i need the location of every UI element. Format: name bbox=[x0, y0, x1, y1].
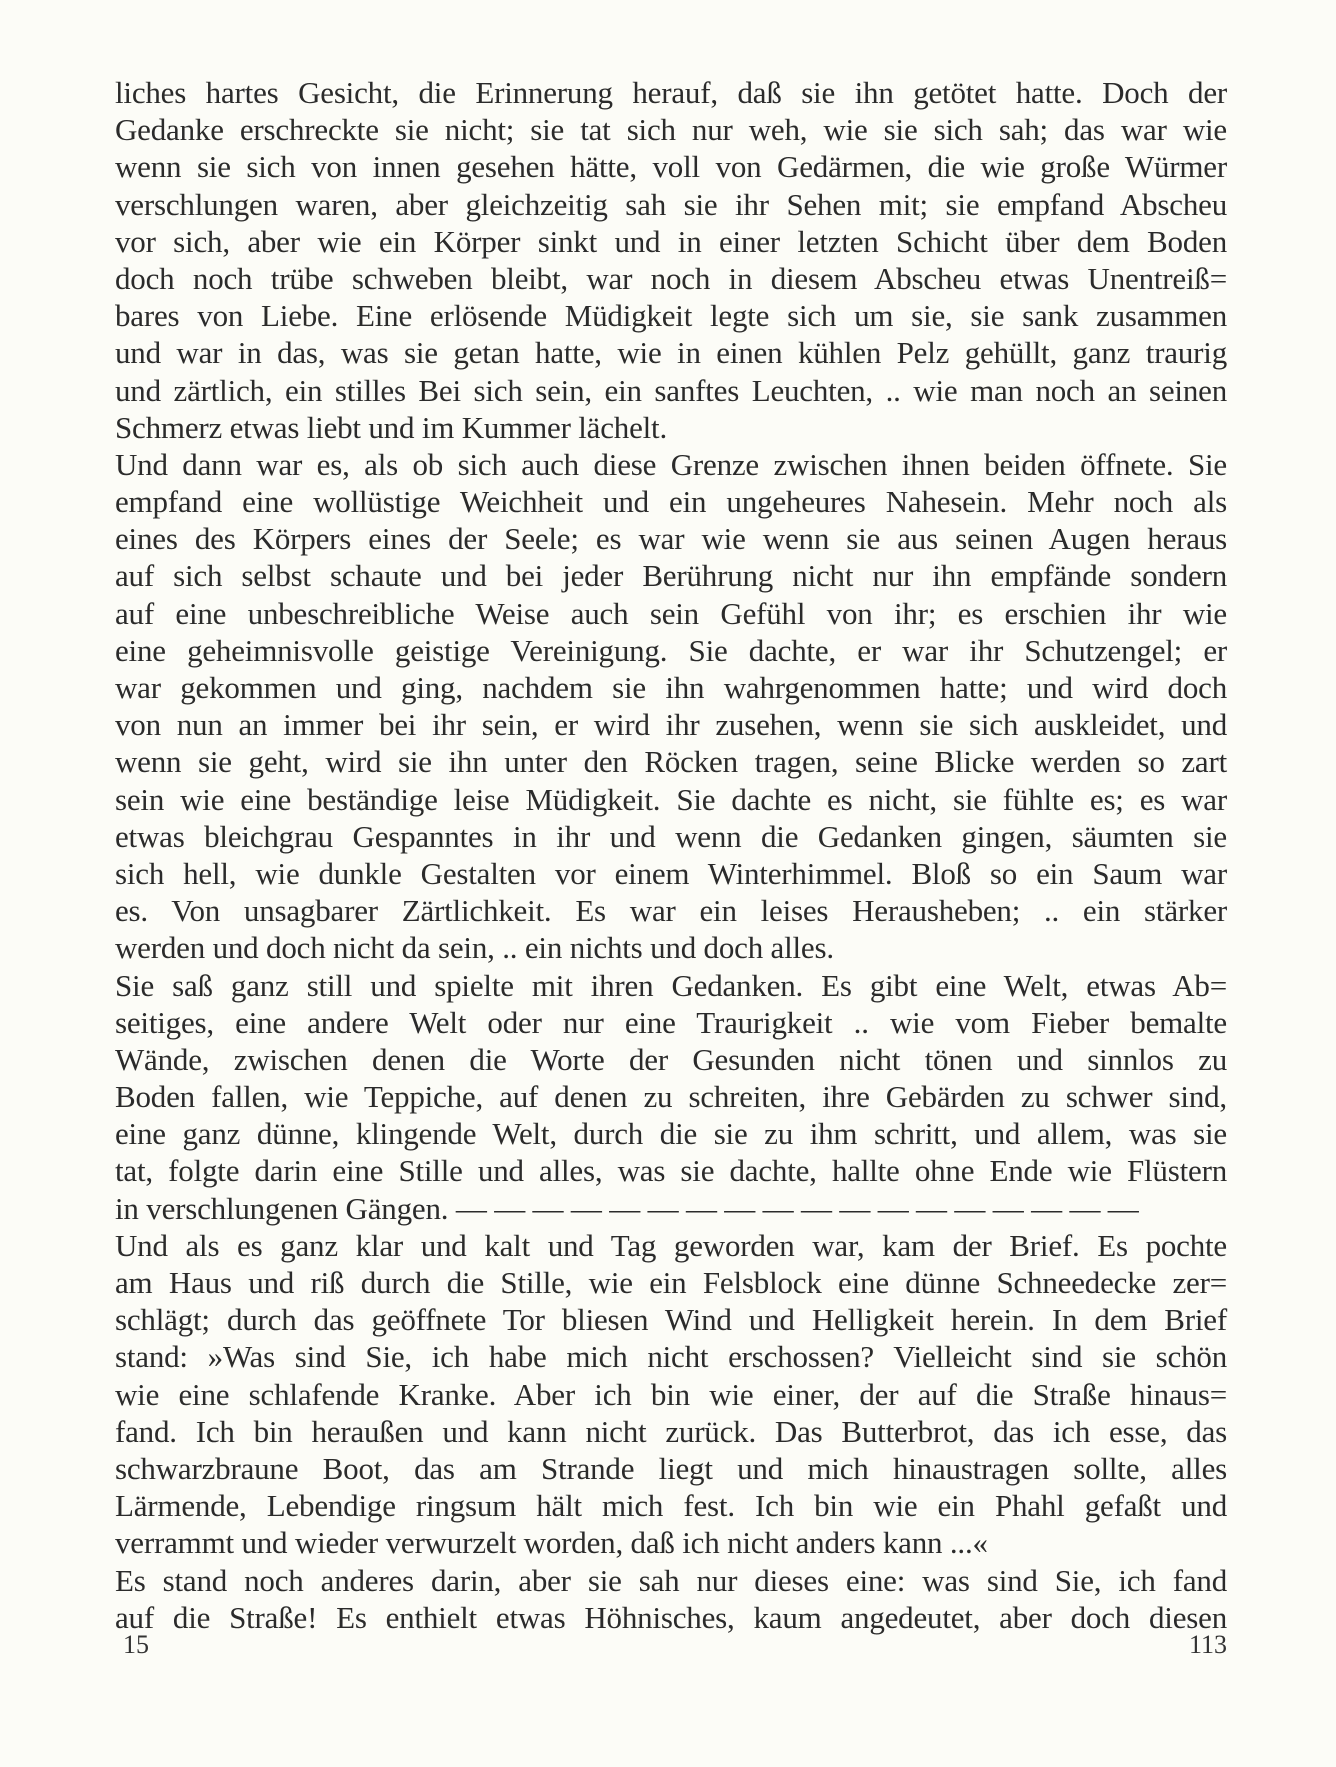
text-line: und zärtlich, ein stilles Bei sich sein, ein sanftes Leuchten, .. wie man noch an seinen bbox=[115, 372, 1227, 408]
paragraph bbox=[115, 967, 1227, 1227]
text-line: Gedanke erschreckte sie nicht; sie tat sich nur weh, wie sie sich sah; das war wie bbox=[115, 112, 1227, 148]
text-line: schwarzbraune Boot, das am Strande liegt und mich hinaustragen sollte, alles bbox=[115, 1450, 1227, 1486]
text-line: stand: »Was sind Sie, ich habe mich nicht erschossen? Vielleicht sind sie schön bbox=[115, 1339, 1227, 1375]
paragraph bbox=[115, 1562, 1227, 1636]
text-line: es. Von unsagbarer Zärtlichkeit. Es war ein leises Herausheben; .. ein stärker bbox=[115, 893, 1227, 929]
paragraph bbox=[115, 74, 1227, 446]
text-line: bares von Liebe. Eine erlösende Müdigkeit legte sich um sie, sie sank zusammen bbox=[115, 298, 1227, 334]
text-line: eine geheimnisvolle geistige Vereinigung. Sie dachte, er war ihr Schutzengel; er bbox=[115, 632, 1227, 668]
text-line: wenn sie geht, wird sie ihn unter den Röcken tragen, seine Blicke werden so zart bbox=[115, 744, 1227, 780]
text-line: Sie saß ganz still und spielte mit ihren Gedanken. Es gibt eine Welt, etwas Ab= bbox=[115, 967, 1227, 1003]
text-line: liches hartes Gesicht, die Erinnerung herauf, daß sie ihn getötet hatte. Doch der bbox=[115, 75, 1227, 110]
text-line: vor sich, aber wie ein Körper sinkt und in einer letzten Schicht über dem Boden bbox=[115, 223, 1227, 259]
text-line: werden und doch nicht da sein, .. ein nichts und doch alles. bbox=[115, 930, 834, 966]
text-line: Schmerz etwas liebt und im Kummer lächelt. bbox=[115, 409, 668, 445]
page-number: 113 bbox=[1188, 1630, 1227, 1659]
text-line: sein wie eine beständige leise Müdigkeit. Sie dachte es nicht, sie fühlte es; es war bbox=[115, 781, 1227, 817]
page-body bbox=[115, 74, 1227, 1636]
text-line: verrammt und wieder verwurzelt worden, daß ich nicht anders kann ...« bbox=[115, 1525, 988, 1561]
signature-mark: 15 bbox=[123, 1630, 149, 1659]
text-line: doch noch trübe schweben bleibt, war noch in diesem Abscheu etwas Unentreiß= bbox=[115, 260, 1227, 296]
text-line: und war in das, was sie getan hatte, wie in einen kühlen Pelz gehüllt, ganz traurig bbox=[115, 335, 1227, 371]
text-line: Und dann war es, als ob sich auch diese Grenze zwischen ihnen beiden öffnete. Sie bbox=[115, 446, 1227, 482]
text-line: empfand eine wollüstige Weichheit und ein ungeheures Nahesein. Mehr noch als bbox=[115, 484, 1227, 520]
text-line: auf eine unbeschreibliche Weise auch sein Gefühl von ihr; es erschien ihr wie bbox=[115, 595, 1227, 631]
text-line: am Haus und riß durch die Stille, wie ein Felsblock eine dünne Schneedecke zer= bbox=[115, 1265, 1227, 1300]
paragraph bbox=[115, 446, 1227, 967]
text-line: tat, folgte darin eine Stille und alles, was sie dachte, hallte ohne Ende wie Flüstern bbox=[115, 1153, 1227, 1189]
text-line: in verschlungenen Gängen. — — — — — — — — — — — — — — — — — — bbox=[115, 1190, 1139, 1226]
text-line: seitiges, eine andere Welt oder nur eine Traurigkeit .. wie vom Fieber bemalte bbox=[115, 1004, 1227, 1040]
text-line: wie eine schlafende Kranke. Aber ich bin wie einer, der auf die Straße hinaus= bbox=[115, 1376, 1227, 1412]
text-line: fand. Ich bin heraußen und kann nicht zurück. Das Butterbrot, das ich esse, das bbox=[115, 1413, 1227, 1449]
text-line: auf sich selbst schaute und bei jeder Berührung nicht nur ihn empfände sondern bbox=[115, 558, 1227, 594]
text-line: Es stand noch anderes darin, aber sie sah nur dieses eine: was sind Sie, ich fand bbox=[115, 1562, 1227, 1598]
text-line: etwas bleichgrau Gespanntes in ihr und wenn die Gedanken gingen, säumten sie bbox=[115, 818, 1227, 854]
text-line: von nun an immer bei ihr sein, er wird ihr zusehen, wenn sie sich auskleidet, und bbox=[115, 707, 1227, 743]
text-line: Lärmende, Lebendige ringsum hält mich fest. Ich bin wie ein Phahl gefaßt und bbox=[115, 1488, 1227, 1524]
text-line: Boden fallen, wie Teppiche, auf denen zu schreiten, ihre Gebärden zu schwer sind, bbox=[115, 1079, 1227, 1115]
text-line: eine ganz dünne, klingende Welt, durch die sie zu ihm schritt, und allem, was sie bbox=[115, 1116, 1227, 1152]
text-line: auf die Straße! Es enthielt etwas Höhnisches, kaum angedeutet, aber doch diesen bbox=[115, 1599, 1227, 1635]
text-line: war gekommen und ging, nachdem sie ihn wahrgenommen hatte; und wird doch bbox=[115, 670, 1227, 705]
text-line: verschlungen waren, aber gleichzeitig sah sie ihr Sehen mit; sie empfand Abscheu bbox=[115, 186, 1227, 222]
text-line: sich hell, wie dunkle Gestalten vor einem Winterhimmel. Bloß so ein Saum war bbox=[115, 855, 1227, 891]
text-line: wenn sie sich von innen gesehen hätte, voll von Gedärmen, die wie große Würmer bbox=[115, 149, 1227, 185]
text-line: Und als es ganz klar und kalt und Tag geworden war, kam der Brief. Es pochte bbox=[115, 1227, 1227, 1263]
text-line: schlägt; durch das geöffnete Tor bliesen Wind und Helligkeit herein. In dem Brief bbox=[115, 1302, 1227, 1338]
text-line: eines des Körpers eines der Seele; es war wie wenn sie aus seinen Augen heraus bbox=[115, 521, 1227, 557]
text-line: Wände, zwischen denen die Worte der Gesunden nicht tönen und sinnlos zu bbox=[115, 1041, 1227, 1077]
paragraph bbox=[115, 1227, 1227, 1562]
